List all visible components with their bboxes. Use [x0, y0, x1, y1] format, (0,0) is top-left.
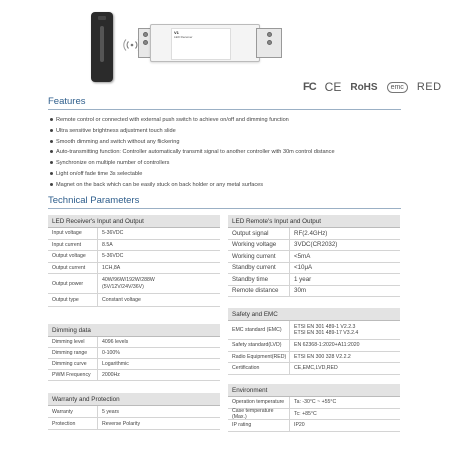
table-row: Standby time 1 year: [228, 274, 400, 286]
table-row: Operation temperature Ta: -30°C ~ +55°C: [228, 397, 400, 409]
receiver-table: [48, 215, 220, 307]
table-header: LED Remote's Input and Output: [228, 215, 400, 228]
product-label: V1 LED Receiver: [171, 28, 231, 60]
table-row: Warranty 5 years: [48, 406, 220, 418]
features-divider: [48, 109, 401, 110]
list-item: Auto-transmitting function: Controller automatically transmit signal to another controller with 30m control distance: [50, 147, 410, 158]
certification-logos: [303, 80, 442, 94]
table-row: Radio Equipment(RED) ETSI EN 300 328 V2.2.2: [228, 352, 400, 364]
remote-button: [98, 16, 106, 20]
table-row: Case temperature (Max.) Tc: +85°C: [228, 409, 400, 421]
table-row: PWM Frequency 2000Hz: [48, 370, 220, 381]
table-header: Environment: [228, 384, 400, 397]
remote-control-image: [91, 12, 113, 82]
receiver-controller-image: [150, 20, 286, 64]
table-row: Input voltage 5-36VDC: [48, 228, 220, 240]
table-row: Output power 40W/96W/192W/288W (5V/12V/24V/36V): [48, 274, 220, 294]
table-row: Safety standard(LVD) EN 62368-1:2020+A11:2020: [228, 340, 400, 352]
list-item: Light on/off fade time 3s selectable: [50, 169, 410, 180]
features-list: [50, 115, 410, 191]
table-header: LED Receiver's Input and Output: [48, 215, 220, 228]
environment-table: [228, 384, 400, 432]
rohs-logo: RoHS: [350, 81, 378, 93]
table-row: Dimming curve Logarithmic: [48, 359, 220, 370]
remote-table: [228, 215, 400, 297]
warranty-table: [48, 393, 220, 430]
table-row: IP rating IP20: [228, 420, 400, 432]
technical-divider: [48, 208, 401, 209]
list-item: Remote control or connected with external push switch to achieve on/off and dimming function: [50, 115, 410, 126]
features-title: Features: [48, 96, 86, 107]
table-row: Output type Constant voltage: [48, 294, 220, 307]
table-header: Dimming data: [48, 324, 220, 337]
list-item: Smooth dimming and switch without any flickering: [50, 137, 410, 148]
emc-logo: emc: [387, 82, 408, 93]
list-item: Ultra sensitive brightness adjustment touch slide: [50, 126, 410, 137]
table-row: Output voltage 5-36VDC: [48, 251, 220, 263]
touch-slide: [100, 26, 104, 62]
list-item: Magnet on the back which can be easily stuck on back holder or any metal surfaces: [50, 180, 410, 191]
red-logo: RED: [416, 81, 442, 93]
safety-table: [228, 308, 400, 375]
ce-logo: CE: [324, 80, 342, 94]
table-header: Warranty and Protection: [48, 393, 220, 406]
table-row: Working voltage 3VDC(CR2032): [228, 240, 400, 252]
table-row: Working current <5mA: [228, 251, 400, 263]
table-row: Dimming range 0-100%: [48, 348, 220, 359]
output-terminal: [256, 28, 282, 58]
technical-title: Technical Parameters: [48, 195, 140, 206]
table-row: Output current 1CH,8A: [48, 263, 220, 275]
list-item: Synchronize on multiple number of controllers: [50, 158, 410, 169]
table-row: Certification CE,EMC,LVD,RED: [228, 363, 400, 375]
table-row: Input current 8.5A: [48, 240, 220, 252]
table-row: Output signal RF(2.4GHz): [228, 228, 400, 240]
table-row: Standby current <10μA: [228, 263, 400, 275]
fcc-logo: FC: [303, 81, 316, 93]
table-row: EMC standard (EMC) ETSI EN 301 489-1 V2.2.3 ETSI EN 301 489-17 V3.2.4: [228, 321, 400, 340]
table-row: Dimming level 4096 levels: [48, 337, 220, 348]
table-row: Protection Reverse Polarity: [48, 418, 220, 430]
table-row: Remote distance 30m: [228, 286, 400, 298]
table-header: Safety and EMC: [228, 308, 400, 321]
dimming-table: [48, 324, 220, 381]
